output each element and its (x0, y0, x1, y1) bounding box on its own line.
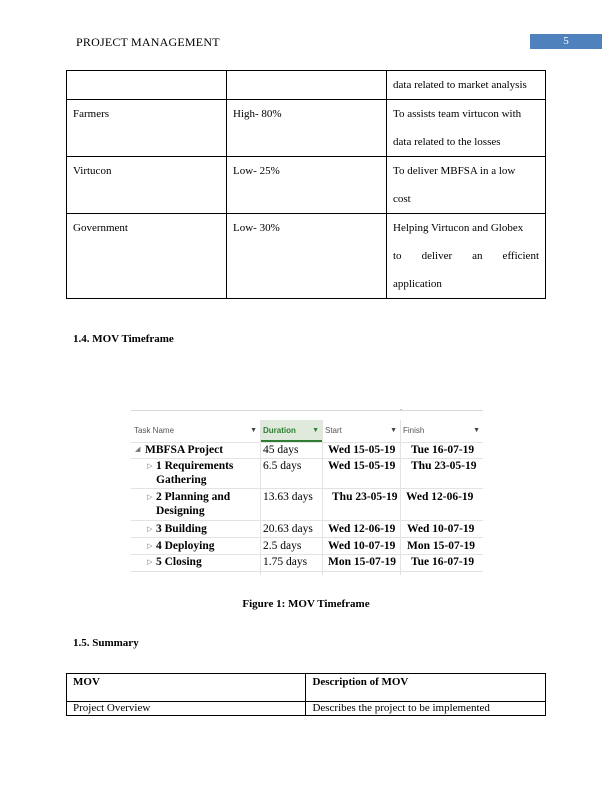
divider (131, 571, 483, 572)
stakeholder-name (67, 71, 227, 100)
dropdown-arrow-icon: ▼ (390, 427, 397, 434)
column-header-start: Start ▼ (322, 420, 400, 442)
gantt-finish: Wed 10-07-19 (407, 523, 475, 535)
stakeholder-interest: Low- 30% (227, 214, 387, 299)
dropdown-arrow-icon: ▼ (250, 427, 257, 434)
gantt-duration: 2.5 days (263, 540, 302, 552)
stakeholder-role: Helping Virtucon and Globex to deliver an efficient application (387, 214, 546, 299)
column-divider (322, 420, 323, 575)
stakeholder-interest (227, 71, 387, 100)
stakeholder-role: To deliver MBFSA in a low cost (387, 157, 546, 214)
figure-caption: Figure 1: MOV Timeframe (242, 598, 370, 610)
column-header-finish: Finish ▼ (400, 420, 483, 442)
gantt-finish: Tue 16-07-19 (411, 444, 475, 456)
gantt-start: Wed 10-07-19 (328, 540, 396, 552)
table-row (67, 214, 546, 299)
stakeholder-role: data related to market analysis (387, 71, 546, 100)
gantt-finish: Mon 15-07-19 (407, 540, 476, 552)
gantt-screenshot (131, 405, 483, 575)
gantt-task-name: MBFSA Project (145, 444, 224, 456)
gantt-task-name: 5 Closing (156, 556, 202, 568)
gantt-start: Mon 15-07-19 (328, 556, 397, 568)
gantt-start: Wed 12-06-19 (328, 523, 396, 535)
stakeholder-name: Virtucon (67, 157, 227, 214)
stakeholder-interest: Low- 25% (227, 157, 387, 214)
gantt-task-name: 4 Deploying (156, 540, 215, 552)
gantt-duration: 45 days (263, 444, 299, 456)
column-header: MOV (67, 674, 306, 702)
column-header-duration: Duration ▼ (260, 420, 322, 442)
expand-triangle-icon: ▷ (147, 494, 153, 501)
gantt-task-name: 2 Planning and Designing (156, 491, 231, 517)
column-divider (260, 420, 261, 575)
section-heading-summary: 1.5. Summary (73, 637, 139, 649)
stakeholder-name: Government (67, 214, 227, 299)
gantt-duration: 13.63 days (263, 491, 313, 503)
stakeholder-table (66, 70, 546, 299)
column-header: Description of MOV (306, 674, 546, 702)
table-row (131, 520, 483, 521)
stakeholder-role: To assists team virtucon with data related to the losses (387, 100, 546, 157)
table-row (131, 488, 483, 489)
header-title: PROJECT MANAGEMENT (76, 35, 220, 49)
gantt-start: Wed 15-05-19 (328, 460, 396, 472)
expand-triangle-icon: ▷ (147, 463, 153, 470)
page-number: 5 (530, 34, 602, 49)
gantt-duration: 20.63 days (263, 523, 313, 535)
expand-triangle-icon: ▷ (147, 543, 153, 550)
stakeholder-interest: High- 80% (227, 100, 387, 157)
summary-table (66, 673, 546, 716)
divider (131, 410, 483, 411)
column-header-task: Task Name ▼ (131, 420, 260, 442)
table-cell: Project Overview (67, 702, 306, 716)
column-divider (400, 420, 401, 575)
dot-mark: . (400, 403, 403, 412)
expand-triangle-icon: ▷ (147, 526, 153, 533)
dropdown-arrow-icon: ▼ (473, 427, 480, 434)
gantt-finish: Tue 16-07-19 (411, 556, 475, 568)
gantt-duration: 6.5 days (263, 460, 302, 472)
table-header-row (67, 674, 546, 702)
collapse-triangle-icon: ◢ (135, 446, 141, 453)
gantt-task-name: 1 Requirements Gathering (156, 460, 234, 486)
dropdown-arrow-icon: ▼ (312, 427, 319, 434)
gantt-start: Thu 23-05-19 (332, 491, 398, 503)
stakeholder-name: Farmers (67, 100, 227, 157)
gantt-duration: 1.75 days (263, 556, 308, 568)
table-cell: Describes the project to be implemented (306, 702, 546, 716)
table-row (67, 702, 546, 716)
gantt-finish: Wed 12-06-19 (406, 491, 474, 503)
table-row (67, 157, 546, 214)
table-row (67, 100, 546, 157)
section-heading-timeframe: 1.4. MOV Timeframe (73, 333, 174, 345)
expand-triangle-icon: ▷ (147, 559, 153, 566)
table-row (131, 537, 483, 538)
gantt-finish: Thu 23-05-19 (411, 460, 477, 472)
table-row (67, 71, 546, 100)
gantt-task-name: 3 Building (156, 523, 207, 535)
gantt-start: Wed 15-05-19 (328, 444, 396, 456)
